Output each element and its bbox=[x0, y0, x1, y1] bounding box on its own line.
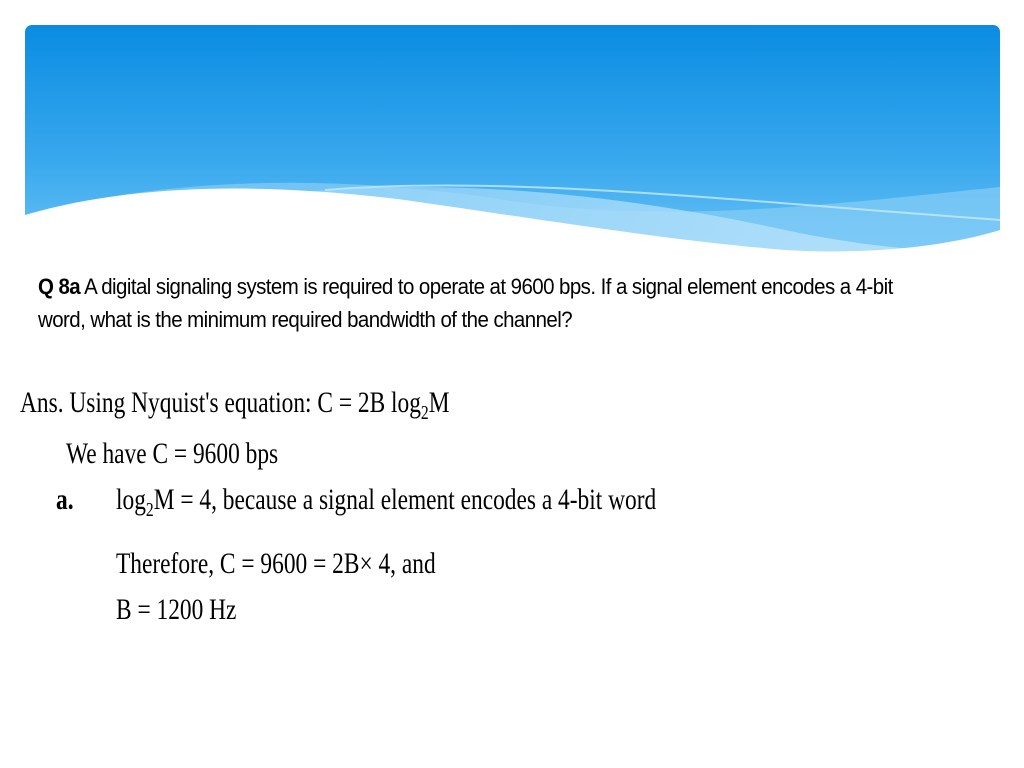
bandwidth-result-line: B = 1200 Hz bbox=[116, 593, 237, 626]
answer-equation-line bbox=[20, 386, 450, 424]
log-suffix: M = 4, because a signal element encodes a 4-bit word bbox=[153, 483, 657, 516]
question-text bbox=[38, 270, 912, 336]
question-number: Q 8a bbox=[38, 274, 81, 299]
header-banner bbox=[25, 25, 1000, 257]
therefore-line: Therefore, C = 9600 = 2B× 4, and bbox=[116, 547, 436, 580]
answer-equation-suffix: M bbox=[428, 386, 450, 419]
log-statement-line bbox=[116, 483, 656, 521]
log-subscript: 2 bbox=[145, 499, 154, 521]
part-a-label: a. bbox=[56, 483, 74, 516]
answer-equation-subscript: 2 bbox=[420, 402, 429, 424]
log-prefix: log bbox=[116, 483, 146, 516]
question-body: A digital signaling system is required to operate at 9600 bps. If a signal element encodes a 4-bit word, what is the minimum required bandwidth of the channel? bbox=[38, 274, 893, 332]
banner-wave-graphic bbox=[25, 25, 1000, 257]
answer-equation-prefix: Ans. Using Nyquist's equation: C = 2B log bbox=[20, 386, 421, 419]
given-value-line: We have C = 9600 bps bbox=[66, 437, 279, 470]
